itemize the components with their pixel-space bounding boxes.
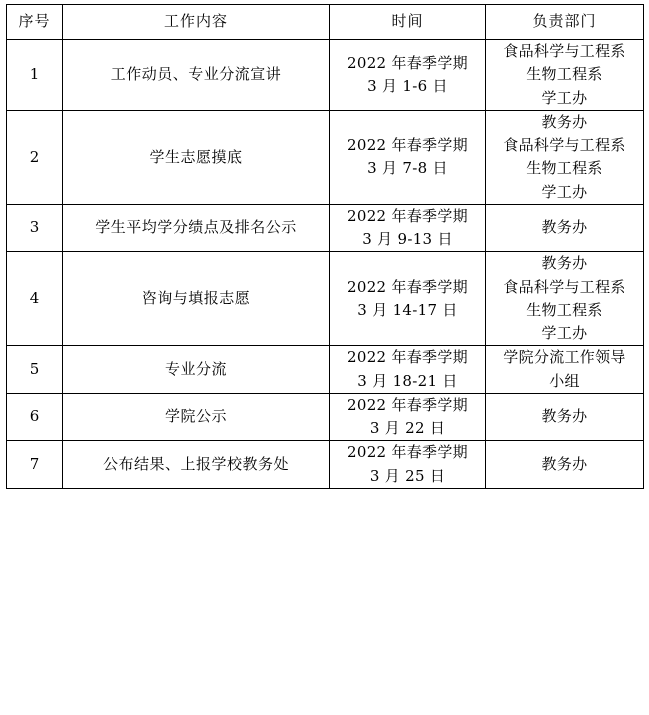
row-number: 2 xyxy=(7,110,63,204)
dept-line: 教务办 xyxy=(541,112,588,131)
dept-line: 教务办 xyxy=(541,218,588,237)
dept-line: 生物工程系 xyxy=(526,300,603,319)
time-line: 2022 年春季学期 xyxy=(347,53,468,72)
column-header-dept: 负责部门 xyxy=(486,5,644,40)
row-dept xyxy=(486,40,644,111)
table-row xyxy=(7,204,644,252)
time-line: 3 月 25 日 xyxy=(369,466,446,485)
table-body xyxy=(7,40,644,489)
row-dept xyxy=(486,393,644,441)
time-line: 2022 年春季学期 xyxy=(347,136,468,154)
table-header-row xyxy=(7,5,644,40)
row-dept xyxy=(486,110,644,204)
dept-line: 食品科学与工程系 xyxy=(503,42,626,60)
row-time xyxy=(330,441,486,489)
time-line: 3 月 22 日 xyxy=(369,419,446,437)
dept-line: 学工办 xyxy=(541,88,588,107)
dept-line: 食品科学与工程系 xyxy=(503,136,626,154)
dept-line: 学院分流工作领导 xyxy=(503,348,626,367)
row-dept xyxy=(486,441,644,489)
row-time xyxy=(330,204,486,252)
dept-line: 小组 xyxy=(549,371,580,390)
row-task: 咨询与填报志愿 xyxy=(63,252,330,346)
row-time xyxy=(330,40,486,111)
time-line: 3 月 7-8 日 xyxy=(367,159,448,178)
table-row xyxy=(7,441,644,489)
table-row xyxy=(7,346,644,394)
row-time xyxy=(330,346,486,394)
time-line: 2022 年春季学期 xyxy=(347,443,468,462)
time-line: 3 月 9-13 日 xyxy=(362,230,453,248)
row-task: 学生平均学分绩点及排名公示 xyxy=(63,204,330,252)
row-time xyxy=(330,252,486,346)
row-task: 学生志愿摸底 xyxy=(63,110,330,204)
column-header-time: 时间 xyxy=(330,5,486,40)
row-number: 6 xyxy=(7,393,63,441)
time-line: 2022 年春季学期 xyxy=(347,206,468,225)
dept-line: 食品科学与工程系 xyxy=(503,277,626,296)
row-dept xyxy=(486,252,644,346)
column-header-no: 序号 xyxy=(7,5,63,40)
time-line: 3 月 14-17 日 xyxy=(357,300,458,319)
dept-line: 学工办 xyxy=(541,182,588,201)
dept-line: 学工办 xyxy=(541,324,588,342)
row-task: 学院公示 xyxy=(63,393,330,441)
row-number: 5 xyxy=(7,346,63,394)
column-header-task: 工作内容 xyxy=(63,5,330,40)
row-dept xyxy=(486,346,644,394)
row-time xyxy=(330,110,486,204)
row-number: 4 xyxy=(7,252,63,346)
time-line: 3 月 1-6 日 xyxy=(367,76,448,95)
row-time xyxy=(330,393,486,441)
row-number: 3 xyxy=(7,204,63,252)
schedule-table xyxy=(6,4,644,489)
dept-line: 教务办 xyxy=(541,407,588,426)
table-row xyxy=(7,110,644,204)
time-line: 2022 年春季学期 xyxy=(347,277,468,296)
row-task: 公布结果、上报学校教务处 xyxy=(63,441,330,489)
time-line: 2022 年春季学期 xyxy=(347,348,468,367)
time-line: 2022 年春季学期 xyxy=(347,395,468,414)
row-number: 7 xyxy=(7,441,63,489)
row-task: 专业分流 xyxy=(63,346,330,394)
table-header xyxy=(7,5,644,40)
dept-line: 生物工程系 xyxy=(526,159,603,178)
dept-line: 教务办 xyxy=(541,454,588,473)
row-dept xyxy=(486,204,644,252)
row-number: 1 xyxy=(7,40,63,111)
table-row xyxy=(7,252,644,346)
dept-line: 教务办 xyxy=(541,254,588,273)
time-line: 3 月 18-21 日 xyxy=(357,371,458,390)
row-task: 工作动员、专业分流宣讲 xyxy=(63,40,330,111)
table-row xyxy=(7,393,644,441)
table-row xyxy=(7,40,644,111)
dept-line: 生物工程系 xyxy=(526,65,603,84)
